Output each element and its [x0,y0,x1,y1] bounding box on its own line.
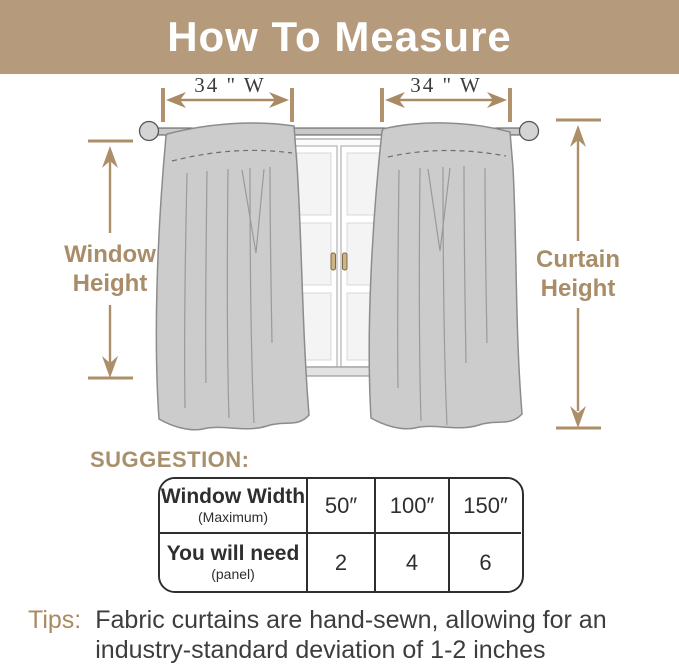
panel-suggestion-table [158,477,524,593]
panel-width-label-right: 34 " W [410,73,482,97]
window-height-label: Window Height [64,241,156,298]
table-header-you-will-need: You will need (panel) [160,534,308,591]
table-cell-panels-4: 4 [376,534,450,591]
tips-label: Tips: [28,606,82,634]
header-banner [0,0,679,74]
rod-finial-right [520,122,539,141]
table-cell-panels-6: 6 [450,534,521,591]
curtain-panel-right [369,123,522,429]
table-header-window-width: Window Width (Maximum) [160,479,308,534]
curtain-height-label: Curtain Height [536,246,620,303]
table-cell-width-150: 150″ [450,479,521,534]
suggestion-heading: SUGGESTION: [90,447,250,472]
page-title: How To Measure [167,13,512,60]
tips-note [28,606,668,665]
tips-text: Fabric curtains are hand-sewn, allowing for an industry-standard deviation of 1-2 inches [95,606,607,664]
rod-finial-left [140,122,159,141]
table-cell-width-100: 100″ [376,479,450,534]
panel-width-label-left: 34 " W [194,73,266,97]
table-cell-width-50: 50″ [308,479,376,534]
table-cell-panels-2: 2 [308,534,376,591]
